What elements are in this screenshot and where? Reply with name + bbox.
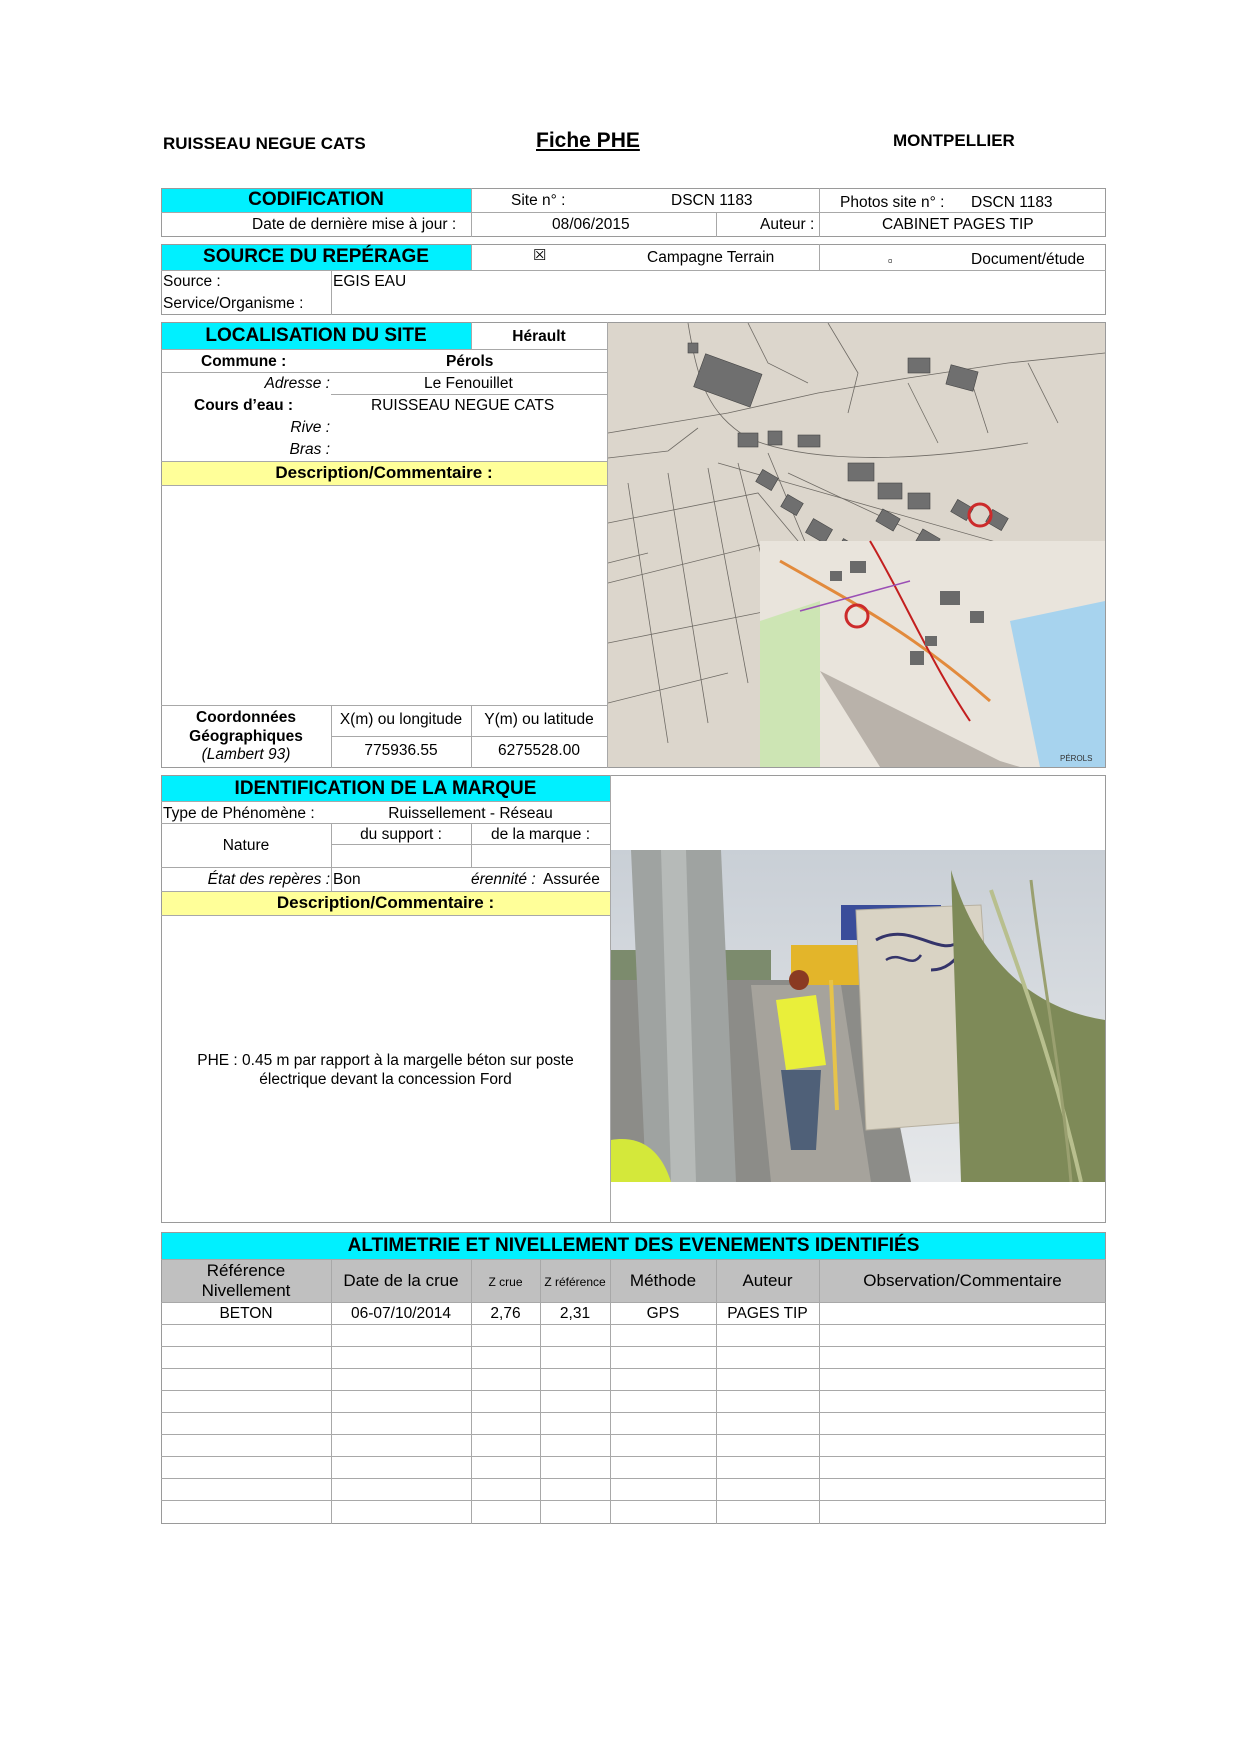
bras-label: Bras : bbox=[289, 441, 330, 458]
col-date-crue: Date de la crue bbox=[343, 1271, 459, 1290]
service-value: EGIS EAU bbox=[333, 273, 407, 290]
y-latitude-label: Y(m) ou latitude bbox=[484, 711, 594, 728]
altimetrie-title: ALTIMETRIE ET NIVELLEMENT DES EVENEMENTS IDENTIFIÉS bbox=[347, 1235, 920, 1256]
lambert-label: (Lambert 93) bbox=[201, 746, 291, 763]
col-methode: Méthode bbox=[629, 1271, 697, 1290]
phenomene-type-value: Ruissellement - Réseau bbox=[388, 805, 553, 822]
cours-eau-value: RUISSEAU NEGUE CATS bbox=[371, 397, 555, 414]
col-auteur: Auteur bbox=[742, 1271, 793, 1290]
coordonnees-label: Coordonnées bbox=[196, 709, 296, 726]
row1-z-reference: 2,31 bbox=[559, 1305, 591, 1322]
author-value: CABINET PAGES TIP bbox=[882, 216, 1034, 233]
col-z-reference: Z référence bbox=[544, 1275, 606, 1289]
row1-methode: GPS bbox=[646, 1305, 680, 1322]
document-checkbox-icon[interactable]: ▫ bbox=[888, 253, 893, 268]
adresse-label: Adresse : bbox=[264, 375, 330, 392]
cours-eau-label: Cours d’eau : bbox=[194, 397, 294, 414]
departement-value: Hérault bbox=[512, 328, 566, 345]
site-number-value: DSCN 1183 bbox=[671, 192, 753, 209]
site-number-label: Site n° : bbox=[511, 192, 566, 209]
document-city: MONTPELLIER bbox=[893, 131, 1015, 150]
x-coordinate-value: 775936.55 bbox=[364, 742, 438, 759]
commune-value: Pérols bbox=[446, 353, 494, 370]
source-title: SOURCE DU REPÉRAGE bbox=[203, 246, 429, 267]
col-reference-line1: Référence bbox=[206, 1261, 286, 1280]
document-site-name: RUISSEAU NEGUE CATS bbox=[163, 134, 366, 153]
photos-number-label: Photos site n° : bbox=[840, 194, 945, 211]
y-coordinate-value: 6275528.00 bbox=[498, 742, 580, 759]
perennite-value: Assurée bbox=[543, 871, 600, 888]
update-date-value: 08/06/2015 bbox=[552, 216, 630, 233]
campagne-terrain-label: Campagne Terrain bbox=[647, 249, 775, 266]
source-label: Source : bbox=[163, 273, 221, 290]
row1-z-crue: 2,76 bbox=[490, 1305, 521, 1322]
col-reference-line2: Nivellement bbox=[201, 1281, 291, 1300]
rive-label: Rive : bbox=[290, 419, 330, 436]
document-etude-label: Document/étude bbox=[971, 251, 1085, 268]
commune-label: Commune : bbox=[201, 353, 287, 370]
author-label: Auteur : bbox=[760, 216, 815, 233]
site-photo bbox=[611, 850, 1105, 1182]
codification-title: CODIFICATION bbox=[248, 189, 384, 210]
phenomene-type-label: Type de Phénomène : bbox=[163, 805, 315, 822]
service-label: Service/Organisme : bbox=[163, 295, 304, 312]
geographiques-label: Géographiques bbox=[189, 728, 303, 745]
etat-reperes-label: État des repères : bbox=[207, 871, 330, 888]
nature-support-label: du support : bbox=[360, 826, 442, 843]
nature-label: Nature bbox=[222, 837, 270, 854]
map-inset-label: PÉROLS bbox=[1060, 754, 1093, 763]
localisation-description-title: Description/Commentaire : bbox=[275, 463, 493, 482]
perennite-label: érennité : bbox=[471, 871, 536, 888]
cadastral-map bbox=[608, 323, 1105, 767]
nature-marque-label: de la marque : bbox=[490, 826, 591, 843]
identification-title: IDENTIFICATION DE LA MARQUE bbox=[234, 778, 537, 799]
localisation-title: LOCALISATION DU SITE bbox=[205, 325, 427, 346]
campagne-checkbox-icon[interactable]: ☒ bbox=[533, 247, 547, 264]
photos-number-value: DSCN 1183 bbox=[971, 194, 1053, 211]
row1-date: 06-07/10/2014 bbox=[351, 1305, 451, 1322]
x-longitude-label: X(m) ou longitude bbox=[339, 711, 463, 728]
row1-reference: BETON bbox=[219, 1305, 273, 1322]
document-title: Fiche PHE bbox=[536, 129, 640, 152]
etat-reperes-value: Bon bbox=[333, 871, 361, 888]
phe-description-line1: PHE : 0.45 m par rapport à la margelle béton sur poste bbox=[197, 1052, 574, 1069]
row1-auteur: PAGES TIP bbox=[727, 1305, 808, 1322]
update-date-label: Date de dernière mise à jour : bbox=[252, 216, 457, 233]
phe-description-line2: électrique devant la concession Ford bbox=[259, 1071, 512, 1088]
col-z-crue: Z crue bbox=[488, 1275, 523, 1289]
adresse-value: Le Fenouillet bbox=[424, 375, 513, 392]
identification-description-title: Description/Commentaire : bbox=[276, 893, 495, 912]
col-observation: Observation/Commentaire bbox=[863, 1271, 1062, 1290]
